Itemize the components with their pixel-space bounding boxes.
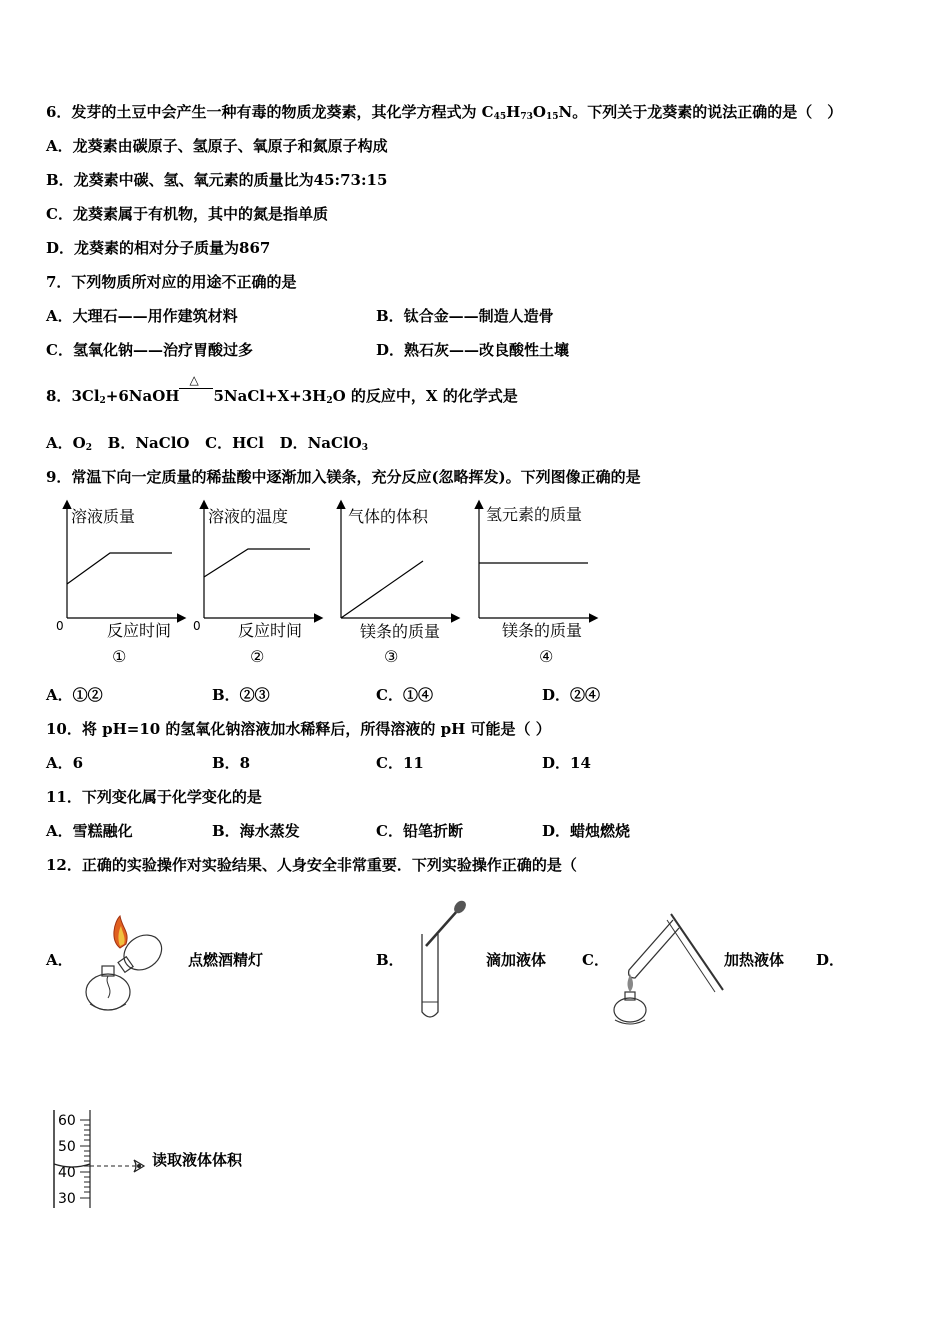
q9-graphs bbox=[50, 498, 610, 670]
q11-option-c: C．铅笔折断 bbox=[376, 822, 463, 840]
q7-option-c: C．氢氧化钠——治疗胃酸过多 bbox=[46, 341, 253, 359]
q6-option-b: B．龙葵素中碳、氢、氧元素的质量比为45:73:15 bbox=[46, 171, 388, 189]
graph-2-curve bbox=[204, 549, 310, 577]
q8-options bbox=[46, 433, 368, 453]
cylinder-mark-50: 50 bbox=[58, 1139, 76, 1155]
graph-3-number: ③ bbox=[384, 647, 399, 666]
graph-1-ylabel: 溶液质量 bbox=[71, 507, 136, 526]
heating-liquid-illustration bbox=[605, 910, 729, 1030]
q9-option-c: C．①④ bbox=[376, 686, 433, 704]
q9-stem: 9．常温下向一定质量的稀盐酸中逐渐加入镁条，充分反应(忽略挥发)。下列图像正确的是 bbox=[46, 468, 641, 486]
q10-option-d: D．14 bbox=[542, 754, 591, 772]
graph-1-curve bbox=[67, 553, 172, 584]
q12-letter-b: B． bbox=[376, 951, 404, 969]
q8-option-b: B．NaClO bbox=[107, 434, 190, 452]
graph-1-xlabel: 反应时间 bbox=[107, 621, 172, 640]
q12-caption-c: 加热液体 bbox=[724, 951, 785, 969]
q7-option-b: B．钛合金——制造人造骨 bbox=[376, 307, 554, 325]
cylinder-mark-60: 60 bbox=[58, 1113, 76, 1129]
graph-4-ylabel: 氢元素的质量 bbox=[486, 505, 583, 524]
graph-3-xlabel: 镁条的质量 bbox=[360, 622, 441, 641]
q12-caption-a: 点燃酒精灯 bbox=[188, 951, 264, 969]
q9-option-b: B．②③ bbox=[212, 686, 270, 704]
q12-letter-a: A． bbox=[46, 951, 73, 969]
q12-stem: 12．正确的实验操作对实验结果、人身安全非常重要．下列实验操作正确的是（ bbox=[46, 856, 577, 874]
q9-option-a: A．①② bbox=[46, 686, 103, 704]
graph-4 bbox=[479, 502, 596, 666]
q7-option-d: D．熟石灰——改良酸性土壤 bbox=[376, 341, 570, 359]
graph-3-ylabel: 气体的体积 bbox=[348, 507, 429, 526]
q11-option-b: B．海水蒸发 bbox=[212, 822, 300, 840]
graph-2-xlabel: 反应时间 bbox=[238, 621, 303, 640]
alcohol-lamp-lighting-illustration bbox=[80, 912, 186, 1022]
q11-option-d: D．蜡烛燃烧 bbox=[542, 822, 631, 840]
graph-4-xlabel: 镁条的质量 bbox=[502, 621, 583, 640]
graph-3 bbox=[341, 502, 458, 666]
graph-4-number: ④ bbox=[539, 647, 554, 666]
graph-2 bbox=[193, 502, 321, 666]
q6-option-a: A．龙葵素由碳原子、氢原子、氧原子和氮原子构成 bbox=[46, 137, 388, 155]
q8-option-c: C．HCl bbox=[205, 434, 264, 452]
q11-option-a: A．雪糕融化 bbox=[46, 822, 133, 840]
reaction-arrow: △ bbox=[179, 386, 213, 406]
q7-option-a: A．大理石——用作建筑材料 bbox=[46, 307, 238, 325]
q12-caption-d: 读取液体体积 bbox=[152, 1151, 243, 1169]
graph-2-origin: 0 bbox=[193, 619, 201, 633]
q10-option-a: A．6 bbox=[46, 754, 84, 772]
graduated-cylinder-illustration bbox=[46, 1108, 156, 1212]
dropper-test-tube-illustration bbox=[412, 898, 472, 1024]
q11-stem: 11．下列变化属于化学变化的是 bbox=[46, 788, 262, 806]
q8-option-a: A．$O_2$ bbox=[46, 434, 92, 453]
q12-letter-c: C． bbox=[582, 951, 609, 969]
q6-option-d: D．龙葵素的相对分子质量为867 bbox=[46, 239, 271, 257]
graph-1 bbox=[56, 502, 184, 666]
graph-3-curve bbox=[341, 561, 423, 618]
q8-stem: 8．$3Cl_2+6NaOH$ △ $5NaCl+X+3H_2O$ 的反应中，X 的化学式是 bbox=[46, 373, 518, 406]
q10-option-c: C．11 bbox=[376, 754, 424, 772]
q8-option-d: D．NaClO$_3$ bbox=[279, 434, 368, 453]
q6-stem: 6．发芽的土豆中会产生一种有毒的物质龙葵素，其化学方程式为 $C_{45}H_{73}O_{15}N$。下列关于龙葵素的说法正确的是（ ） bbox=[46, 103, 843, 122]
graph-2-ylabel: 溶液的温度 bbox=[208, 507, 289, 526]
cylinder-mark-40: 40 bbox=[58, 1165, 76, 1181]
graph-1-origin: 0 bbox=[56, 619, 64, 633]
q12-caption-b: 滴加液体 bbox=[486, 951, 547, 969]
graph-1-number: ① bbox=[112, 647, 127, 666]
graph-2-number: ② bbox=[250, 647, 265, 666]
q10-stem: 10．将 pH=10 的氢氧化钠溶液加水稀释后，所得溶液的 pH 可能是（ ） bbox=[46, 720, 551, 738]
q9-option-d: D．②④ bbox=[542, 686, 601, 704]
cylinder-mark-30: 30 bbox=[58, 1191, 76, 1207]
q6-option-c: C．龙葵素属于有机物，其中的氮是指单质 bbox=[46, 205, 328, 223]
q12-letter-d: D． bbox=[816, 951, 845, 969]
q7-stem: 7．下列物质所对应的用途不正确的是 bbox=[46, 273, 297, 291]
q10-option-b: B．8 bbox=[212, 754, 251, 772]
